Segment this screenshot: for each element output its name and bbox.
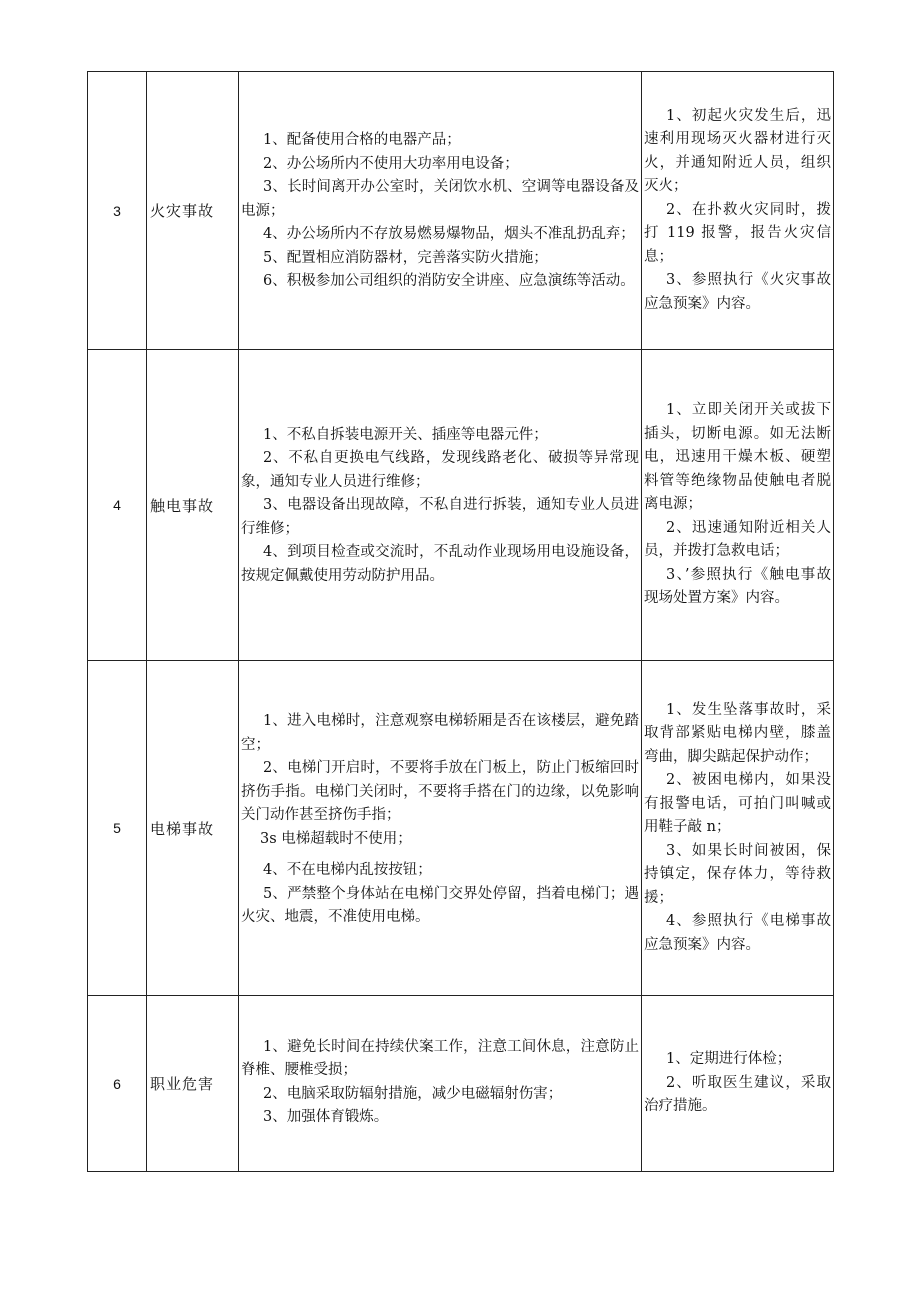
measure-item: 2、办公场所内不使用大功率用电设备；: [263, 155, 519, 172]
response-item: 2、迅速通知附近相关人员，并拨打急救电话；: [644, 519, 831, 560]
accident-type: 电梯事故: [147, 661, 239, 996]
table-row: [88, 72, 834, 350]
emergency-response: [642, 661, 834, 996]
measure-item: 3s 电梯超载时不使用；: [260, 830, 412, 847]
measure-item: 3、电器设备出现故障，不私自进行拆装，通知专业人员进行维修；: [241, 497, 639, 537]
measure-item: 1、不私自拆装电源开关、插座等电器元件；: [263, 426, 548, 443]
measure-item: 4、办公场所内不存放易燃易爆物品，烟头不准乱扔乱弃；: [263, 226, 635, 243]
response-item: 1、立即关闭开关或拔下插头，切断电源。如无法断电，迅速用干燥木板、硬塑料管等绝缘物品使触电者脱离电源；: [644, 402, 831, 513]
response-item: 3、参照执行《火灾事故应急预案》内容。: [644, 272, 831, 312]
measure-item: 3、加强体育锻炼。: [263, 1109, 389, 1125]
response-item: 1、初起火灾发生后，迅速利用现场灭火器材进行灭火，并通知附近人员，组织灭火；: [644, 107, 831, 195]
accident-type: 触电事故: [147, 350, 239, 661]
risk-table: [87, 71, 834, 1172]
response-item: 1、定期进行体检；: [666, 1051, 792, 1068]
row-number: 5: [88, 661, 147, 996]
response-item: 1、发生坠落事故时，采取背部紧贴电梯内壁，膝盖弯曲，脚尖踮起保护动作；: [644, 701, 831, 765]
prevention-measures: [239, 996, 642, 1172]
measure-item: 1、进入电梯时，注意观察电梯轿厢是否在该楼层，避免踏空；: [241, 713, 639, 753]
response-item: 3、如果长时间被困，保持镇定，保存体力，等待救援；: [644, 842, 831, 906]
response-item: 2、在扑救火灾同时，拨打 119 报警，报告火灾信息；: [644, 201, 831, 265]
row-number: 3: [88, 72, 147, 350]
table-row: [88, 350, 834, 661]
emergency-response: [642, 996, 834, 1172]
emergency-response: [642, 350, 834, 661]
response-item: 4、参照执行《电梯事故应急预案》内容。: [644, 913, 831, 953]
measure-item: 5、严禁整个身体站在电梯门交界处停留，挡着电梯门；遇火灾、地震，不准使用电梯。: [241, 885, 639, 926]
accident-type: 火灾事故: [147, 72, 239, 350]
prevention-measures: [239, 350, 642, 661]
response-item: 3、’参照执行《触电事故现场处置方案》内容。: [644, 566, 831, 607]
prevention-measures: [239, 661, 642, 996]
measure-item: 2、电梯门开启时，不要将手放在门板上，防止门板缩回时挤伤手指。电梯门关闭时，不要将手搭在门的边缘，以免影响关门动作甚至挤伤手指；: [241, 760, 639, 824]
accident-type: 职业危害: [147, 996, 239, 1172]
measure-item: 4、到项目检查或交流时，不乱动作业现场用电设施设备，按规定佩戴使用劳动防护用品。: [241, 544, 639, 584]
measure-item: 6、积极参加公司组织的消防安全讲座、应急演练等活动。: [263, 273, 635, 290]
measure-item: 1、避免长时间在持续伏案工作，注意工间休息，注意防止脊椎、腰椎受损；: [241, 1038, 639, 1078]
measure-item: 1、配备使用合格的电器产品；: [263, 132, 461, 149]
prevention-measures: [239, 72, 642, 350]
measure-item: 3、长时间离开办公室时，关闭饮水机、空调等电器设备及电源；: [241, 179, 639, 219]
response-item: 2、听取医生建议，采取治疗措施。: [644, 1074, 831, 1115]
table-row: [88, 661, 834, 996]
measure-item: 2、电脑采取防辐射措施，减少电磁辐射伤害；: [263, 1085, 563, 1102]
row-number: 4: [88, 350, 147, 661]
table-row: [88, 996, 834, 1172]
emergency-response: [642, 72, 834, 350]
response-item: 2、被困电梯内，如果没有报警电话，可拍门叫喊或用鞋子敲 n；: [644, 772, 831, 836]
measure-item: 2、不私自更换电气线路，发现线路老化、破损等异常现象，通知专业人员进行维修；: [241, 450, 639, 490]
measure-item: 5、配置相应消防器材，完善落实防火措施；: [263, 249, 548, 266]
measure-item: 4、不在电梯内乱按按钮；: [263, 862, 432, 879]
row-number: 6: [88, 996, 147, 1172]
